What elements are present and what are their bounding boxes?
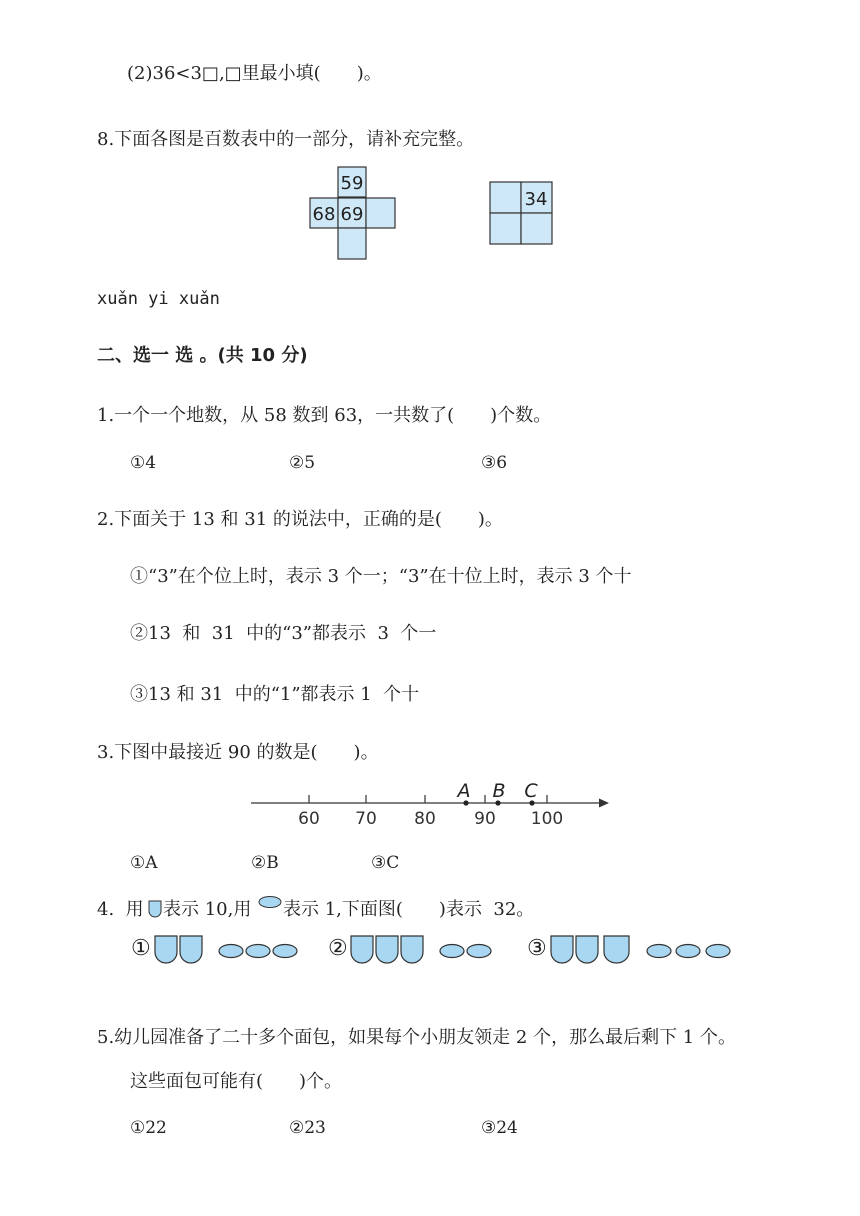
q4-stem-part3: 表示 1,下面图( )表示 32。 [283,899,535,920]
section2-title: 二、选一 选 。(共 10 分) [97,345,308,366]
hundred-chart-cross [307,165,407,265]
square-top-right-number: 34 [524,189,548,210]
hundred-chart-square [488,180,558,246]
q1-option-2[interactable]: ②5 [289,453,316,473]
q2-option-3[interactable]: ③13 和 31 中的“1”都表示 1 个十 [130,684,420,705]
q4-stem-part2: 表示 10,用 [163,899,252,920]
cross-left-number: 68 [312,204,336,225]
q7-part2-text: (2)36<3□,□里最小填( )。 [127,63,382,84]
q4-option-1-picture [153,934,313,968]
q1-option-3[interactable]: ③6 [481,453,508,473]
tick-label-100: 100 [530,809,564,829]
point-label-a: A [457,780,471,802]
q5-option-2[interactable]: ②23 [289,1118,326,1138]
tick-label-70: 70 [355,809,377,829]
q5-stem: 5.幼儿园准备了二十多个面包，如果每个小朋友领走 2 个，那么最后剩下 1 个。 [97,1027,736,1048]
q4-option-2-mark[interactable]: ② [328,936,348,961]
q2-option-1[interactable]: ①“3”在个位上时，表示 3 个一；“3”在十位上时，表示 3 个十 [130,566,632,587]
q1-stem: 1.一个一个地数，从 58 数到 63，一共数了( )个数。 [97,405,552,426]
point-label-b: B [492,780,506,802]
q5-option-1[interactable]: ①22 [130,1118,167,1138]
cross-center-number: 69 [340,204,364,225]
tick-label-90: 90 [474,809,496,829]
q4-option-2-picture [349,934,509,968]
q4-option-1-mark[interactable]: ① [131,936,151,961]
one-block-icon [257,894,283,910]
ten-block-icon [147,899,163,919]
point-label-c: C [524,780,538,802]
q2-option-2[interactable]: ②13 和 31 中的“3”都表示 3 个一 [130,623,437,644]
q3-option-2[interactable]: ②B [251,853,279,873]
q1-option-1[interactable]: ①4 [130,453,157,473]
pinyin-label: xuǎn yi xuǎn [97,289,220,309]
q4-option-3-mark[interactable]: ③ [527,936,547,961]
q5-option-3[interactable]: ③24 [481,1118,518,1138]
tick-label-80: 80 [414,809,436,829]
q5-stem-continued: 这些面包可能有( )个。 [130,1071,343,1092]
q3-stem: 3.下图中最接近 90 的数是( )。 [97,742,379,763]
tick-label-60: 60 [298,809,320,829]
number-line [245,776,625,836]
q4-option-3-picture [549,934,749,968]
q8-stem: 8.下面各图是百数表中的一部分，请补充完整。 [97,129,475,150]
cross-top-number: 59 [340,173,364,194]
q2-stem: 2.下面关于 13 和 31 的说法中，正确的是( )。 [97,509,503,530]
q4-stem-part1: 4. 用 [97,899,144,920]
q3-option-3[interactable]: ③C [371,853,400,873]
q3-option-1[interactable]: ①A [130,853,158,873]
